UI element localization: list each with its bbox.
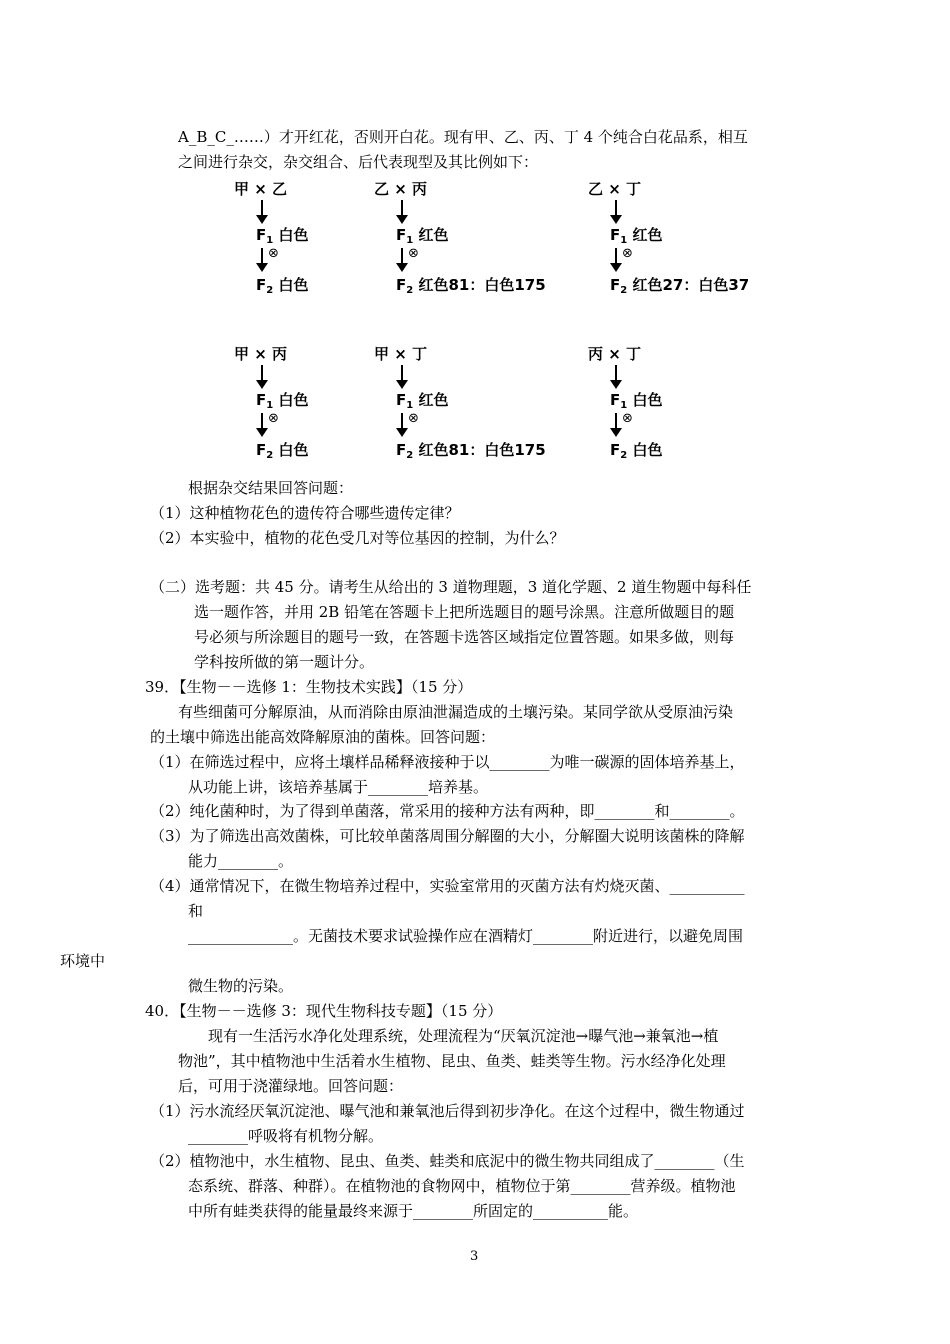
cross-f1: 白色 bbox=[632, 391, 663, 409]
q39-answer-1b: 从功能上讲，该培养基属于________培养基。 bbox=[188, 778, 489, 796]
down-arrow-icon bbox=[396, 200, 408, 224]
f2-symbol: F bbox=[396, 276, 407, 294]
q40-answer-1b: ________呼吸将有机物分解。 bbox=[188, 1127, 384, 1145]
cross-f1: 红色 bbox=[418, 226, 449, 244]
f1-subscript: 1 bbox=[266, 235, 274, 246]
cross-f2: 红色81：白色175 bbox=[418, 276, 546, 294]
cross-f2-row bbox=[610, 274, 749, 296]
f1-subscript: 1 bbox=[406, 400, 414, 411]
f1-symbol: F bbox=[396, 226, 407, 244]
down-arrow-icon bbox=[396, 413, 408, 437]
f1-subscript: 1 bbox=[406, 235, 414, 246]
f2-symbol: F bbox=[610, 441, 621, 459]
q38-lead: 根据杂交结果回答问题： bbox=[188, 479, 354, 497]
down-arrow-icon bbox=[610, 248, 622, 272]
f2-subscript: 2 bbox=[620, 450, 628, 461]
q40-answer-2b: 态系统、群落、种群）。在植物池的食物网中，植物位于第________营养级。植物池 bbox=[188, 1177, 736, 1195]
f2-subscript: 2 bbox=[266, 285, 274, 296]
cross-f2-row bbox=[610, 439, 662, 461]
f2-subscript: 2 bbox=[406, 285, 414, 296]
down-arrow-icon bbox=[256, 248, 268, 272]
cross-f2: 红色27：白色37 bbox=[632, 276, 750, 294]
selfing-icon: ⊗ bbox=[268, 411, 279, 426]
q39-answer-1: （1）在筛选过程中，应将土壤样品稀释液接种于以________为唯一碳源的固体培养基上， bbox=[150, 753, 745, 771]
cross-f1-row bbox=[396, 224, 448, 246]
cross-parents: 丙 × 丁 bbox=[588, 345, 642, 363]
cross-parents: 甲 × 丁 bbox=[374, 345, 428, 363]
intro-line-1: A_B_C_……）才开红花，否则开白花。现有甲、乙、丙、丁 4 个纯合白花品系，相互 bbox=[178, 128, 748, 146]
f1-symbol: F bbox=[610, 391, 621, 409]
cross-parents: 甲 × 丙 bbox=[234, 345, 288, 363]
down-arrow-icon bbox=[396, 365, 408, 389]
cross-f2: 白色 bbox=[278, 276, 309, 294]
f1-symbol: F bbox=[256, 391, 267, 409]
q38-question-1: （1）这种植物花色的遗传符合哪些遗传定律？ bbox=[150, 504, 460, 522]
cross-diagram bbox=[374, 343, 574, 463]
down-arrow-icon bbox=[256, 413, 268, 437]
cross-f2-row bbox=[256, 274, 308, 296]
f2-symbol: F bbox=[396, 441, 407, 459]
q39-para-1: 有些细菌可分解原油，从而消除由原油泄漏造成的土壤污染。某同学欲从受原油污染 bbox=[178, 703, 734, 721]
q40-para-1: 现有一生活污水净化处理系统，处理流程为“厌氧沉淀池→曝气池→兼氧池→植 bbox=[208, 1027, 719, 1045]
q40-answer-2c: 中所有蛙类获得的能量最终来源于________所固定的__________能。 bbox=[188, 1202, 639, 1220]
cross-f1: 红色 bbox=[632, 226, 663, 244]
f1-subscript: 1 bbox=[266, 400, 274, 411]
down-arrow-icon bbox=[610, 200, 622, 224]
q40-answer-1: （1）污水流经厌氧沉淀池、曝气池和兼氧池后得到初步净化。在这个过程中，微生物通过 bbox=[150, 1102, 745, 1120]
f1-symbol: F bbox=[256, 226, 267, 244]
down-arrow-icon bbox=[256, 365, 268, 389]
q39-answer-4c: ______________。无菌技术要求试验操作应在酒精灯________附近进行，以避免周围 bbox=[188, 927, 744, 945]
f2-symbol: F bbox=[610, 276, 621, 294]
f2-subscript: 2 bbox=[266, 450, 274, 461]
cross-f1-row bbox=[610, 224, 662, 246]
cross-f2: 红色81：白色175 bbox=[418, 441, 546, 459]
q39-answer-2: （2）纯化菌种时，为了得到单菌落，常采用的接种方法有两种，即________和________。 bbox=[150, 802, 745, 820]
q39-title: 39．【生物－－选修 1：生物技术实践】（15 分） bbox=[145, 678, 473, 696]
intro-line-2: 之间进行杂交，杂交组合、后代表现型及其比例如下： bbox=[178, 153, 539, 171]
section2-line-3: 号必须与所涂题目的题号一致，在答题卡选答区域指定位置答题。如果多做，则每 bbox=[194, 628, 735, 646]
cross-diagram bbox=[588, 178, 788, 298]
selfing-icon: ⊗ bbox=[622, 411, 633, 426]
cross-parents: 乙 × 丁 bbox=[588, 180, 642, 198]
q38-question-2: （2）本实验中，植物的花色受几对等位基因的控制，为什么？ bbox=[150, 529, 565, 547]
q40-answer-2: （2）植物池中，水生植物、昆虫、鱼类、蛙类和底泥中的微生物共同组成了________（生 bbox=[150, 1152, 745, 1170]
f2-subscript: 2 bbox=[620, 285, 628, 296]
f2-symbol: F bbox=[256, 441, 267, 459]
q39-answer-4: （4）通常情况下，在微生物培养过程中，实验室常用的灭菌方法有灼烧灭菌、__________ bbox=[150, 877, 745, 895]
q39-para-2: 的土壤中筛选出能高效降解原油的菌株。回答问题： bbox=[150, 728, 496, 746]
section2-line-2: 选一题作答，并用 2B 铅笔在答题卡上把所选题目的题号涂黑。注意所做题目的题 bbox=[194, 603, 735, 621]
cross-diagram bbox=[374, 178, 574, 298]
q39-answer-3: （3）为了筛选出高效菌株，可比较单菌落周围分解圈的大小，分解圈大说明该菌株的降解 bbox=[150, 827, 745, 845]
f2-subscript: 2 bbox=[406, 450, 414, 461]
cross-f2-row bbox=[396, 439, 546, 461]
selfing-icon: ⊗ bbox=[268, 246, 279, 261]
q40-para-3: 后，可用于浇灌绿地。回答问题： bbox=[178, 1077, 404, 1095]
selfing-icon: ⊗ bbox=[408, 246, 419, 261]
cross-f1-row bbox=[610, 389, 662, 411]
cross-parents: 乙 × 丙 bbox=[374, 180, 428, 198]
down-arrow-icon bbox=[610, 413, 622, 437]
cross-f1-row bbox=[256, 224, 308, 246]
cross-f1: 白色 bbox=[278, 226, 309, 244]
f1-subscript: 1 bbox=[620, 235, 628, 246]
down-arrow-icon bbox=[396, 248, 408, 272]
q39-answer-4b: 和 bbox=[188, 902, 204, 920]
f1-subscript: 1 bbox=[620, 400, 628, 411]
cross-f2-row bbox=[256, 439, 308, 461]
cross-f2: 白色 bbox=[632, 441, 663, 459]
cross-f2-row bbox=[396, 274, 546, 296]
down-arrow-icon bbox=[256, 200, 268, 224]
q39-answer-4d: 环境中 bbox=[60, 952, 106, 970]
cross-f1: 白色 bbox=[278, 391, 309, 409]
cross-f1: 红色 bbox=[418, 391, 449, 409]
cross-f1-row bbox=[396, 389, 448, 411]
cross-f1-row bbox=[256, 389, 308, 411]
cross-parents: 甲 × 乙 bbox=[234, 180, 288, 198]
q40-para-2: 物池”，其中植物池中生活着水生植物、昆虫、鱼类、蛙类等生物。污水经净化处理 bbox=[178, 1052, 726, 1070]
page-number: 3 bbox=[470, 1249, 479, 1264]
f1-symbol: F bbox=[610, 226, 621, 244]
section2-line-4: 学科按所做的第一题计分。 bbox=[194, 653, 375, 671]
selfing-icon: ⊗ bbox=[408, 411, 419, 426]
selfing-icon: ⊗ bbox=[622, 246, 633, 261]
q39-answer-3b: 能力________。 bbox=[188, 852, 294, 870]
f1-symbol: F bbox=[396, 391, 407, 409]
q40-title: 40．【生物－－选修 3：现代生物科技专题】（15 分） bbox=[145, 1002, 503, 1020]
cross-diagram bbox=[588, 343, 788, 463]
section2-line-1: （二）选考题：共 45 分。请考生从给出的 3 道物理题，3 道化学题、2 道生物题中每科任 bbox=[150, 578, 752, 596]
down-arrow-icon bbox=[610, 365, 622, 389]
f2-symbol: F bbox=[256, 276, 267, 294]
cross-f2: 白色 bbox=[278, 441, 309, 459]
q39-answer-4e: 微生物的污染。 bbox=[188, 977, 294, 995]
